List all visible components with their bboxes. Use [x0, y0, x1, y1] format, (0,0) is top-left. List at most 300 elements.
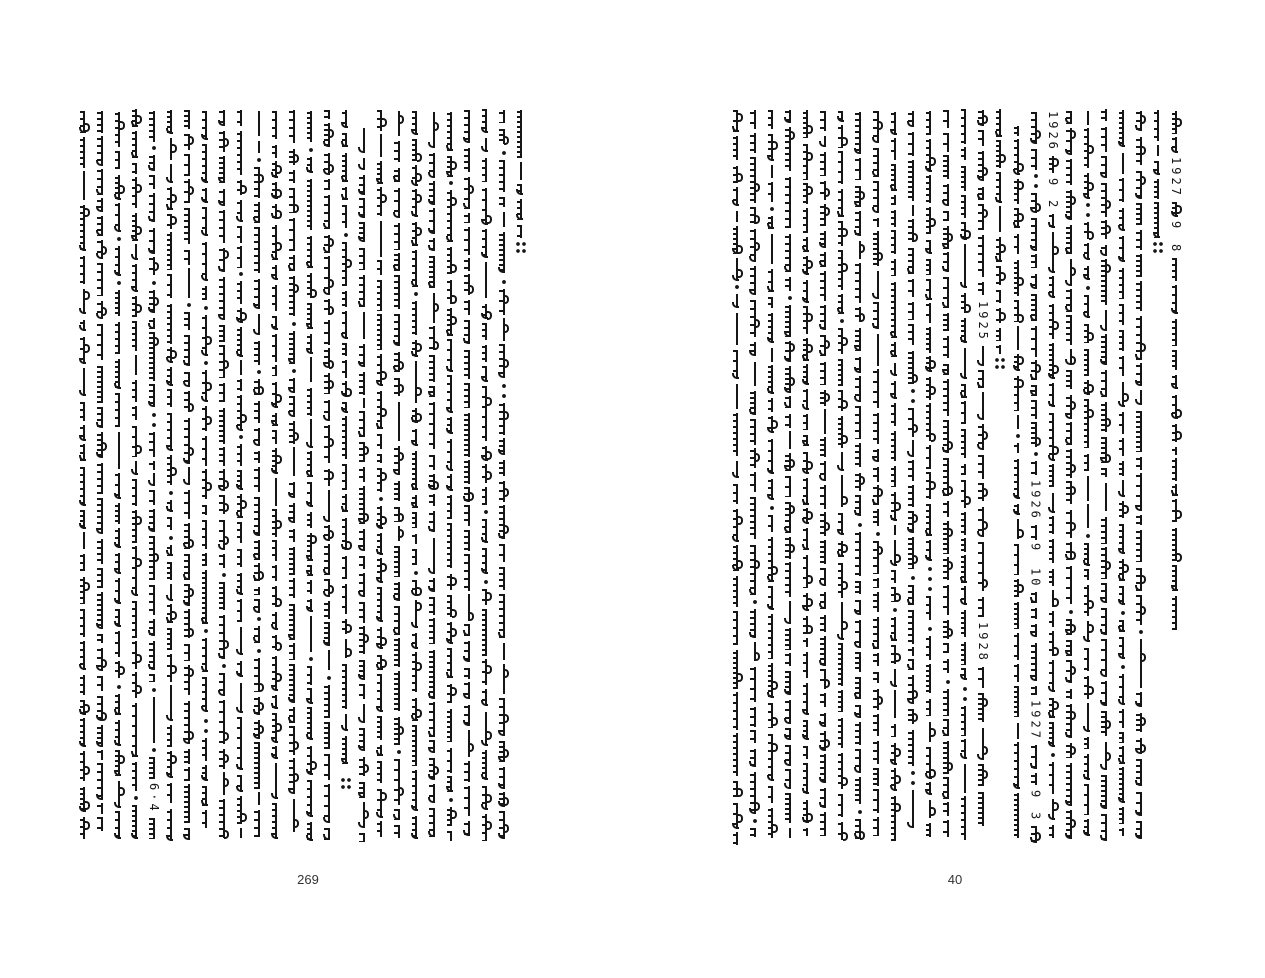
script-word	[445, 439, 457, 471]
script-word	[480, 323, 492, 340]
script-word	[130, 244, 142, 260]
script-word	[889, 768, 901, 791]
script-word	[305, 303, 317, 329]
script-word	[819, 305, 831, 330]
script-word	[784, 671, 796, 695]
script-word	[358, 728, 370, 751]
script-word	[749, 609, 761, 638]
script-word	[200, 469, 212, 499]
script-word	[819, 152, 831, 176]
script-word	[766, 614, 778, 659]
script-word	[165, 584, 177, 601]
script-word	[515, 225, 527, 238]
script-word	[218, 799, 230, 838]
script-word	[1012, 300, 1024, 322]
script-word	[218, 700, 230, 744]
script-word	[872, 617, 884, 649]
script-word	[889, 112, 901, 135]
script-word	[165, 367, 177, 386]
script-word	[340, 133, 352, 147]
script-word	[165, 138, 177, 160]
script-word	[959, 480, 971, 508]
script-word	[1117, 412, 1129, 434]
script-word	[801, 616, 813, 634]
script-word	[942, 226, 954, 249]
script-word	[731, 461, 743, 478]
script-word	[148, 536, 160, 580]
script-word	[96, 366, 108, 403]
script-word	[498, 481, 510, 502]
script-word	[1170, 499, 1182, 522]
script-word	[445, 831, 457, 841]
script-word	[749, 545, 761, 595]
script-word	[819, 592, 831, 609]
script-word	[96, 198, 108, 212]
script-word	[288, 276, 300, 316]
script-word	[130, 703, 142, 757]
script-word	[1082, 504, 1094, 528]
script-word	[200, 406, 212, 431]
script-word	[1135, 363, 1147, 386]
script-word	[836, 189, 848, 217]
script-word	[959, 796, 971, 840]
script-word	[78, 425, 90, 441]
script-word	[428, 402, 440, 449]
script-word	[1100, 517, 1112, 544]
script-word	[200, 638, 212, 672]
script-word	[358, 222, 370, 242]
script-word	[463, 148, 475, 172]
script-word	[463, 554, 475, 591]
script-word	[784, 745, 796, 766]
script-comma	[340, 232, 352, 238]
script-word	[749, 667, 761, 702]
text-column	[994, 109, 1006, 372]
script-word	[889, 342, 901, 357]
script-word	[801, 478, 813, 505]
script-word	[1117, 559, 1129, 581]
script-word	[270, 265, 282, 280]
script-word	[854, 443, 866, 467]
script-word	[731, 692, 743, 730]
text-column	[480, 109, 492, 841]
script-word	[942, 521, 954, 554]
script-word	[375, 187, 387, 216]
script-word	[1065, 640, 1077, 656]
script-word	[1047, 611, 1059, 627]
script-word	[1047, 569, 1059, 586]
script-word	[253, 720, 265, 739]
script-word	[784, 396, 796, 408]
script-word	[428, 474, 440, 490]
script-word	[749, 497, 761, 539]
script-word	[393, 825, 405, 838]
script-word	[375, 587, 387, 622]
script-word	[1100, 681, 1112, 706]
script-word	[96, 240, 108, 259]
script-comma	[113, 236, 125, 242]
text-column	[1030, 112, 1042, 843]
script-word	[113, 290, 125, 316]
script-word	[445, 495, 457, 519]
script-word	[872, 334, 884, 366]
script-word	[253, 540, 265, 560]
script-word	[1082, 543, 1094, 566]
script-word	[731, 733, 743, 776]
script-word	[498, 160, 510, 192]
text-column	[924, 111, 936, 837]
script-word	[1135, 515, 1147, 525]
script-comma	[784, 295, 796, 301]
script-word	[445, 280, 457, 304]
script-word	[78, 320, 90, 331]
script-word	[78, 787, 90, 812]
script-word	[253, 428, 265, 446]
script-word	[113, 393, 125, 427]
script-word	[148, 432, 160, 457]
script-word	[801, 110, 813, 138]
script-word	[959, 739, 971, 759]
script-word	[942, 741, 954, 774]
script-word	[1117, 586, 1129, 605]
script-word	[1117, 732, 1129, 743]
script-word	[253, 563, 265, 581]
script-word	[113, 661, 125, 678]
script-word	[1047, 413, 1059, 461]
script-word	[165, 455, 177, 485]
script-word	[907, 675, 919, 704]
script-word	[1135, 316, 1147, 360]
script-word	[959, 166, 971, 191]
script-word	[358, 782, 370, 798]
script-word	[766, 416, 778, 433]
script-word	[749, 707, 761, 727]
script-word	[78, 641, 90, 670]
script-word	[183, 179, 195, 203]
script-word	[183, 110, 195, 129]
script-word	[766, 537, 778, 582]
script-word	[445, 190, 457, 242]
script-word	[784, 537, 796, 559]
script-word	[1030, 360, 1042, 380]
script-word	[836, 475, 848, 507]
script-word	[358, 660, 370, 680]
script-word	[1100, 608, 1112, 635]
script-word	[410, 189, 422, 217]
script-word	[766, 110, 778, 129]
script-word	[218, 749, 230, 769]
script-word	[410, 580, 422, 596]
script-word	[959, 764, 971, 793]
script-word	[784, 562, 796, 597]
script-word	[393, 582, 405, 601]
script-word	[218, 383, 230, 402]
script-word	[200, 436, 212, 466]
script-word	[480, 689, 492, 706]
script-word	[977, 187, 989, 200]
script-word	[113, 203, 125, 232]
script-word	[428, 784, 440, 803]
script-word	[907, 279, 919, 297]
script-word	[183, 767, 195, 781]
script-word	[218, 582, 230, 610]
script-comma	[305, 147, 317, 153]
script-word	[1030, 826, 1042, 843]
script-word	[907, 219, 919, 242]
script-word	[1047, 516, 1059, 534]
script-word	[819, 409, 831, 434]
script-word	[784, 341, 796, 362]
script-word	[148, 697, 160, 743]
script-word	[1065, 743, 1077, 758]
script-word	[1012, 633, 1024, 660]
numeral: 9	[1028, 543, 1043, 554]
script-word	[375, 110, 387, 131]
script-word	[836, 452, 848, 471]
script-word	[889, 525, 901, 535]
script-word	[1170, 528, 1182, 561]
script-word	[1065, 289, 1077, 312]
script-word	[1135, 759, 1147, 786]
script-word	[340, 291, 352, 307]
script-word	[428, 238, 440, 251]
script-word	[1065, 566, 1077, 604]
script-word	[1170, 111, 1182, 134]
script-word	[253, 792, 265, 805]
script-word	[130, 109, 142, 127]
text-column	[959, 109, 971, 840]
script-word	[288, 503, 300, 523]
script-word	[323, 299, 335, 315]
script-word	[218, 495, 230, 514]
script-word	[819, 461, 831, 481]
script-comma	[907, 398, 919, 404]
script-word	[907, 132, 919, 156]
script-word	[836, 513, 848, 535]
script-word	[375, 789, 387, 818]
script-word	[1030, 274, 1042, 289]
script-word	[1065, 159, 1077, 185]
script-word	[959, 429, 971, 458]
script-word	[836, 250, 848, 290]
script-word	[428, 112, 440, 148]
script-word	[942, 620, 954, 639]
script-word	[200, 111, 212, 140]
script-word	[463, 730, 475, 757]
script-word	[924, 303, 936, 323]
script-word	[445, 247, 457, 274]
script-word	[288, 170, 300, 183]
script-word	[854, 677, 866, 699]
script-word	[819, 437, 831, 457]
script-word	[977, 667, 989, 688]
script-word	[393, 402, 405, 441]
script-word	[463, 213, 475, 223]
script-word	[148, 490, 160, 505]
script-word	[766, 269, 778, 292]
script-word	[801, 389, 813, 410]
script-word	[1152, 110, 1164, 141]
script-word	[130, 461, 142, 475]
script-word	[393, 141, 405, 162]
script-word	[358, 275, 370, 307]
script-comma	[253, 369, 265, 375]
script-word	[1012, 602, 1024, 629]
script-word	[183, 609, 195, 638]
script-word	[218, 520, 230, 550]
script-comma	[200, 360, 212, 366]
script-word	[1082, 111, 1094, 125]
script-word	[872, 653, 884, 666]
script-word	[942, 420, 954, 453]
script-word	[1082, 128, 1094, 168]
script-word	[463, 668, 475, 679]
script-word	[148, 332, 160, 381]
script-word	[288, 726, 300, 755]
script-word	[784, 828, 796, 838]
script-word	[498, 505, 510, 539]
script-word	[1082, 454, 1094, 471]
script-word	[130, 321, 142, 351]
script-word	[96, 169, 108, 195]
script-word	[515, 110, 527, 158]
script-word	[78, 510, 90, 529]
script-word	[1117, 501, 1129, 518]
script-word	[78, 368, 90, 396]
script-comma	[836, 318, 848, 324]
script-word	[854, 532, 866, 576]
script-word	[1030, 193, 1042, 213]
script-word	[1117, 178, 1129, 202]
script-word	[78, 817, 90, 839]
script-word	[183, 208, 195, 244]
text-column	[1170, 111, 1182, 630]
script-word	[907, 485, 919, 507]
script-word	[165, 214, 177, 229]
script-word	[1100, 109, 1112, 121]
text-column	[463, 110, 475, 836]
script-word	[288, 447, 300, 476]
script-word	[165, 304, 177, 344]
script-word	[393, 352, 405, 372]
script-word	[428, 208, 440, 234]
script-word	[1012, 459, 1024, 499]
script-word	[288, 707, 300, 723]
script-word	[977, 235, 989, 277]
script-word	[288, 396, 300, 417]
script-word	[907, 585, 919, 605]
script-word	[731, 166, 743, 183]
script-word	[200, 738, 212, 761]
script-word	[270, 586, 282, 607]
script-word	[463, 274, 475, 295]
script-word	[375, 280, 387, 311]
script-word	[375, 745, 387, 756]
script-word	[766, 165, 778, 178]
script-word	[977, 507, 989, 537]
script-word	[1047, 698, 1059, 718]
script-word	[1117, 382, 1129, 407]
script-word	[1012, 519, 1024, 539]
script-word	[375, 674, 387, 712]
script-word	[270, 334, 282, 362]
script-word	[801, 763, 813, 794]
script-word	[235, 796, 247, 824]
script-word	[1117, 208, 1129, 231]
script-word	[854, 263, 866, 303]
script-word	[498, 811, 510, 839]
script-word	[836, 328, 848, 354]
script-word	[784, 453, 796, 471]
script-word	[498, 664, 510, 694]
script-word	[766, 234, 778, 264]
script-word	[375, 821, 387, 837]
script-comma	[1117, 610, 1129, 616]
script-word	[749, 110, 761, 129]
right-page	[632, 0, 1265, 978]
script-word	[749, 448, 761, 468]
script-word	[235, 775, 247, 792]
script-word	[1100, 334, 1112, 365]
script-word	[270, 365, 282, 376]
script-word	[1135, 639, 1147, 688]
script-word	[872, 689, 884, 710]
text-column	[288, 110, 300, 841]
script-word	[305, 273, 317, 298]
script-word	[358, 398, 370, 408]
script-word	[924, 747, 936, 779]
script-word	[235, 308, 247, 323]
script-word	[428, 326, 440, 350]
script-word	[96, 463, 108, 494]
script-word	[375, 655, 387, 670]
script-word	[872, 768, 884, 786]
script-word	[340, 381, 352, 397]
script-word	[375, 716, 387, 740]
script-comma	[1030, 173, 1042, 179]
script-word	[183, 312, 195, 330]
script-comma	[375, 496, 387, 502]
script-comma	[1065, 609, 1077, 615]
script-word	[130, 672, 142, 698]
script-word	[942, 659, 954, 673]
script-word	[1170, 350, 1182, 370]
script-comma	[148, 687, 160, 693]
script-word	[924, 472, 936, 499]
script-word	[1012, 126, 1024, 136]
text-column	[393, 111, 405, 838]
script-word	[340, 360, 352, 378]
script-word	[288, 218, 300, 251]
script-word	[872, 672, 884, 683]
script-word	[854, 705, 866, 718]
script-comma	[498, 150, 510, 156]
script-word	[323, 320, 335, 345]
script-word	[235, 110, 247, 126]
script-word	[1100, 127, 1112, 152]
script-word	[235, 661, 247, 677]
script-word	[942, 585, 954, 615]
numeral: 8	[1169, 244, 1183, 255]
script-word	[200, 207, 212, 236]
script-word	[148, 193, 160, 222]
script-word	[340, 556, 352, 579]
script-word	[977, 130, 989, 146]
script-word	[183, 391, 195, 412]
script-word	[784, 127, 796, 171]
script-word	[924, 800, 936, 818]
script-word	[819, 713, 831, 727]
